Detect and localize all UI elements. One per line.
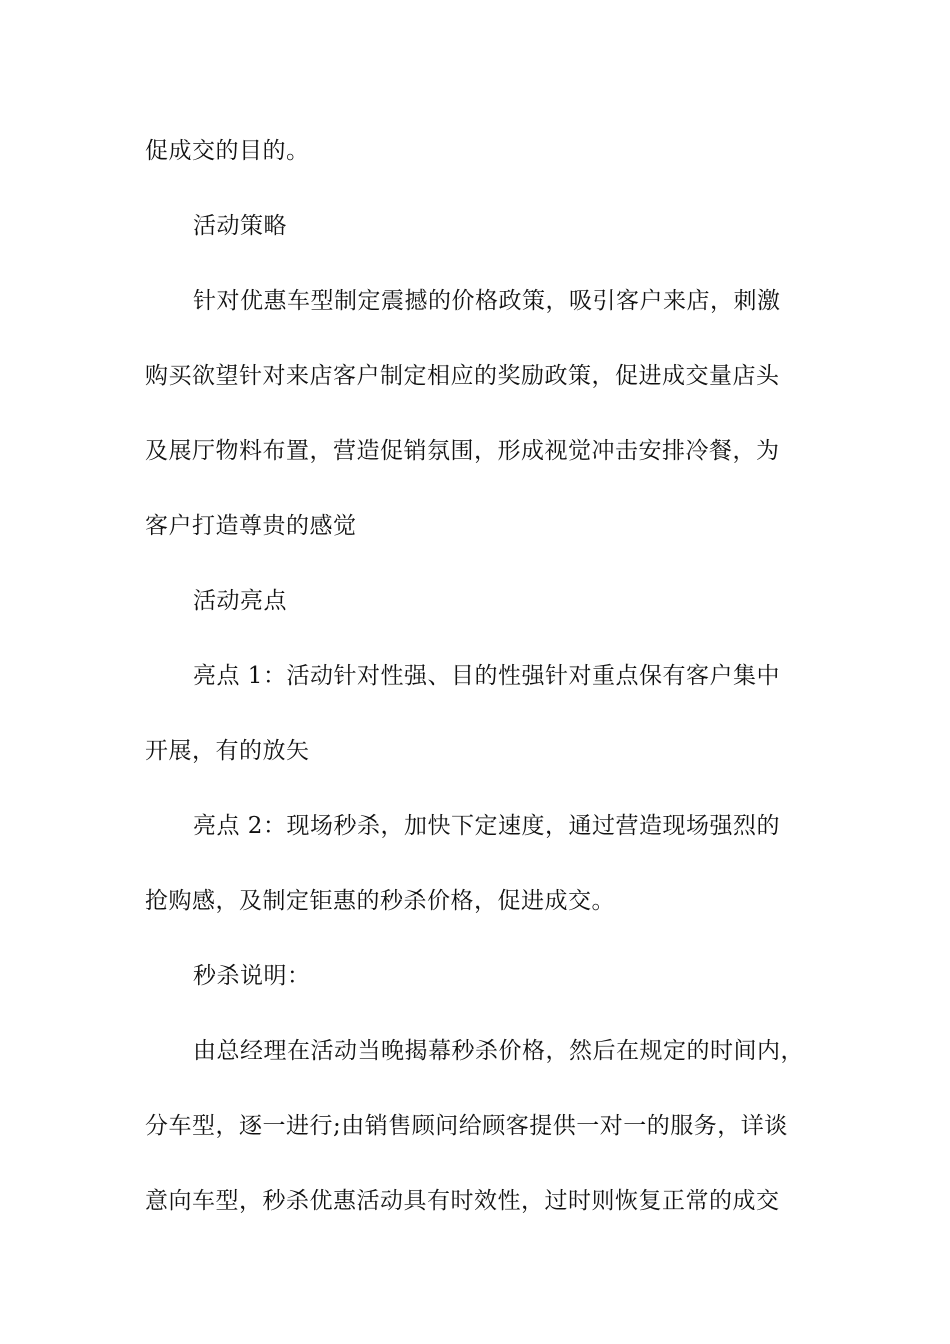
- paragraph-line: 购买欲望针对来店客户制定相应的奖励政策，促进成交量店头: [145, 363, 780, 389]
- paragraph-line: 针对优惠车型制定震撼的价格政策，吸引客户来店，刺激: [193, 288, 781, 314]
- section-heading: 秒杀说明：: [193, 963, 311, 989]
- paragraph-line: 由总经理在活动当晚揭幕秒杀价格，然后在规定的时间内，: [193, 1038, 804, 1064]
- paragraph-line: 客户打造尊贵的感觉: [145, 513, 357, 539]
- section-heading: 活动亮点: [193, 588, 287, 614]
- paragraph-line: 意向车型，秒杀优惠活动具有时效性，过时则恢复正常的成交: [145, 1188, 780, 1214]
- paragraph-line: 及展厅物料布置，营造促销氛围，形成视觉冲击安排冷餐，为: [145, 438, 780, 464]
- paragraph-line: 亮点 1：活动针对性强、目的性强针对重点保有客户集中: [193, 663, 780, 689]
- paragraph-line: 抢购感，及制定钜惠的秒杀价格，促进成交。: [145, 888, 615, 914]
- section-heading: 活动策略: [193, 213, 287, 239]
- paragraph-line: 分车型，逐一进行;由销售顾问给顾客提供一对一的服务，详谈: [145, 1113, 788, 1139]
- paragraph-line: 促成交的目的。: [145, 138, 310, 164]
- paragraph-line: 亮点 2：现场秒杀，加快下定速度，通过营造现场强烈的: [193, 813, 780, 839]
- paragraph-line: 开展，有的放矢: [145, 738, 310, 764]
